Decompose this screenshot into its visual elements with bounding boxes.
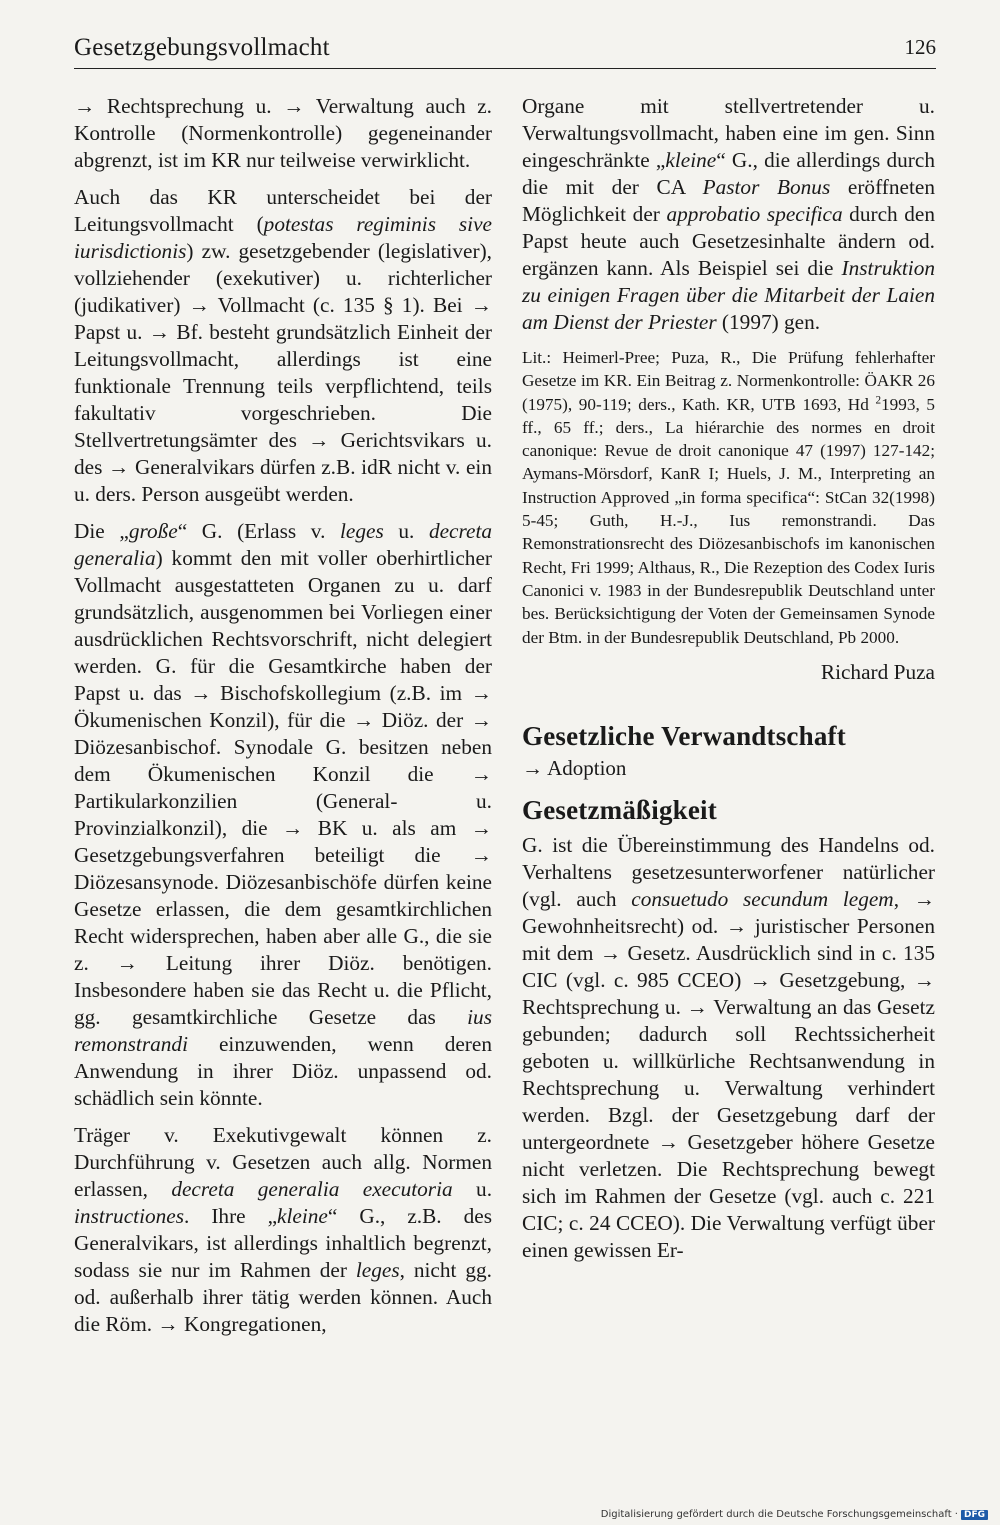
italic-text: kleine xyxy=(277,1204,328,1228)
text-run: eröffneten Möglichkeit der xyxy=(522,175,935,226)
cross-reference: → Adoption xyxy=(522,755,627,780)
text-run: , → Gewohnheitsrecht) od. → juristischer Personen mit dem → Gesetz. Ausdrücklich sind in c. 135 CIC (vgl. c. 985 CCEO) → Gesetzgebung, → Rechtsprechung u. → Verwaltung an das Gesetz gebunden; dadurch soll Rechtssicherheit geboten u. willkürliche Rechtsanwendung in Rechtsprechung u. Verwaltung verhindert werden. Bzgl. der Gesetzgebung darf der untergeordnete → Gesetzgeber höhere Gesetze nicht verletzen. Die Rechtsprechung bewegt sich im Rahmen der Gesetze (vgl. auch c. 221 CIC; c. 24 CCEO). Die Verwaltung verfügt über einen gewissen Er- xyxy=(522,886,936,1262)
text-run: → Rechtsprechung u. → Verwaltung auch z. Kontrolle (Normenkontrolle) gegeneinander abgrenzt, ist im KR nur teilweise verwirklicht. xyxy=(74,94,492,172)
text-run: , nicht gg. od. außerhalb ihrer tätig werden können. Auch die Röm. → Kongregationen, xyxy=(74,1258,492,1336)
italic-text: Pastor Bonus xyxy=(702,175,831,199)
paragraph xyxy=(74,518,492,1112)
paragraph xyxy=(74,1122,492,1338)
page-number: 126 xyxy=(904,35,936,59)
running-title: Gesetzgebungsvollmacht xyxy=(74,34,330,61)
literature-list xyxy=(522,346,935,649)
italic-text: kleine xyxy=(665,148,717,172)
text-run: G. ist die Übereinstimmung des Handelns od. Verhaltens gesetzesunterworfener natürlicher (vgl. auch xyxy=(522,832,935,911)
italic-text: leges xyxy=(340,519,384,543)
text-run: ) zw. gesetzgebender (legislativer), vollziehender (exekutiver) u. richterlicher (judikativer) → Vollmacht (c. 135 § 1). Bei → Papst u. → Bf. besteht grundsätzlich Einheit der Leitungsvollmacht, allerdings ist eine funktionale Trennung teils verpflichtend, teils fakultativ vorgeschrieben. Die Stellvertretungsämter des → Gerichtsvikars u. des → Generalvikars dürfen z.B. idR nicht v. ein u. ders. Person ausgeübt werden. xyxy=(74,239,492,506)
right-column xyxy=(522,93,935,1274)
paragraph xyxy=(522,832,935,1264)
text-run: Organe mit stellvertretender u. Verwaltungsvollmacht, haben eine im gen. Sinn eingeschränkte „ xyxy=(522,94,935,172)
text-run: . Ihre „ xyxy=(184,1204,278,1228)
text-run: 1993, 5 ff., 65 ff.; ders., La hiérarchie des normes en droit canonique: Revue de droit canonique 47 (1997) 127-142; Aymans-Mörsdorf, KanR I; Huels, J. M., Interpreting an Instruction Approved „in forma specifica“: StCan 32(1998) 5-45; Guth, H.-J., Ius remonstrandi. Das Remonstrationsrecht des Diözesanbischofs im kanonischen Recht, Fri 1999; Althaus, R., Die Rezeption des Codex Iuris Canonici v. 1983 in der Bundesrepublik Deutschland unter bes. Berücksichtigung der Voten der Gemeinsamen Synode der Btm. in der Bundesrepublik Deutschland, Pb 2000. xyxy=(522,394,935,647)
italic-text: consuetudo secundum legem xyxy=(631,886,894,911)
text-run: “ G. (Erlass v. xyxy=(177,519,340,543)
italic-text: Instruktion zu einigen Fragen über die Mitarbeit der Laien am Dienst der Priester xyxy=(522,256,935,334)
paragraph xyxy=(74,184,492,508)
text-run: Die „ xyxy=(74,519,129,543)
text-run: (1997) gen. xyxy=(716,310,821,334)
left-column xyxy=(74,93,492,1348)
text-run: durch den Papst heute auch Gesetzesinhalte ändern od. ergänzen kann. Als Beispiel sei die xyxy=(522,202,936,280)
italic-text: approbatio specifica xyxy=(666,202,843,226)
italic-text: ius remonstrandi xyxy=(74,1005,492,1056)
paragraph-continuation xyxy=(522,93,935,336)
text-run: Lit.: Heimerl-Pree; Puza, R., Die Prüfung fehlerhafter Gesetze im KR. Ein Beitrag z. Normenkontrolle: ÖAKR 26 (1975), 90-119; ders., Kath. KR, UTB 1693, Hd xyxy=(522,348,935,414)
dfg-logo: DFG xyxy=(961,1510,988,1520)
text-run: ) kommt den mit voller oberhirtlicher Vollmacht ausgestatteten Organen zu u. darf grundsätzlich, ausgenommen bei Vorliegen einer ausdrücklichen Rechtsvorschrift, nicht delegiert werden. G. für die Gesamtkirche haben der Papst u. das → Bischofskollegium (z.B. im → Ökumenischen Konzil), für die → Diöz. der → Diözesanbischof. Synodale G. besitzen neben dem Ökumenischen Konzil die → Partikularkonzilien (General- u. Provinzialkonzil), die → BK u. als am → Gesetzgebungsverfahren beteiligt die → Diözesansynode. Diözesanbischöfe dürfen keine Gesetze erlassen, die dem gesamtkirchlichen Recht widersprechen, haben aber alle G., die sie z. → Leitung ihrer Diöz. benötigen. Insbesondere haben sie das Recht u. die Pflicht, gg. gesamtkirchliche Gesetze das xyxy=(74,546,492,1029)
italic-text: große xyxy=(128,519,178,543)
text-run: “ G., z.B. des Generalvikars, ist allerdings inhaltlich begrenzt, sodass sie nur im Rahmen der xyxy=(74,1204,492,1282)
text-run: Auch das KR unterscheidet bei der Leitungsvollmacht ( xyxy=(74,185,492,236)
superscript: 2 xyxy=(875,393,882,406)
author-name: Richard Puza xyxy=(820,659,935,684)
entry-heading-gesetzmaessigkeit: Gesetzmäßigkeit xyxy=(522,794,717,825)
italic-text: instructiones xyxy=(74,1204,185,1228)
italic-text: decreta generalia executoria xyxy=(171,1177,453,1201)
text-run: u. xyxy=(452,1177,493,1201)
text-run: u. xyxy=(383,519,429,543)
footer-text: Digitalisierung gefördert durch die Deutsche Forschungsgemeinschaft · xyxy=(600,1509,958,1520)
digitization-footer xyxy=(601,1509,988,1520)
entry-heading-verwandtschaft: Gesetzliche Verwandtschaft xyxy=(522,720,846,751)
italic-text: decreta generalia xyxy=(74,519,493,570)
italic-text: leges xyxy=(355,1258,400,1282)
paragraph xyxy=(74,93,492,174)
italic-text: potestas regiminis sive iurisdictionis xyxy=(74,212,492,263)
running-header xyxy=(74,28,936,69)
text-run: “ G., die allerdings durch die mit der CA xyxy=(522,148,935,199)
text-run: einzuwenden, wenn deren Anwendung in ihrer Diöz. unpassend od. schädlich sein könnte. xyxy=(74,1032,492,1110)
text-run: Träger v. Exekutivgewalt können z. Durchführung v. Gesetzen auch allg. Normen erlassen, xyxy=(74,1123,492,1201)
